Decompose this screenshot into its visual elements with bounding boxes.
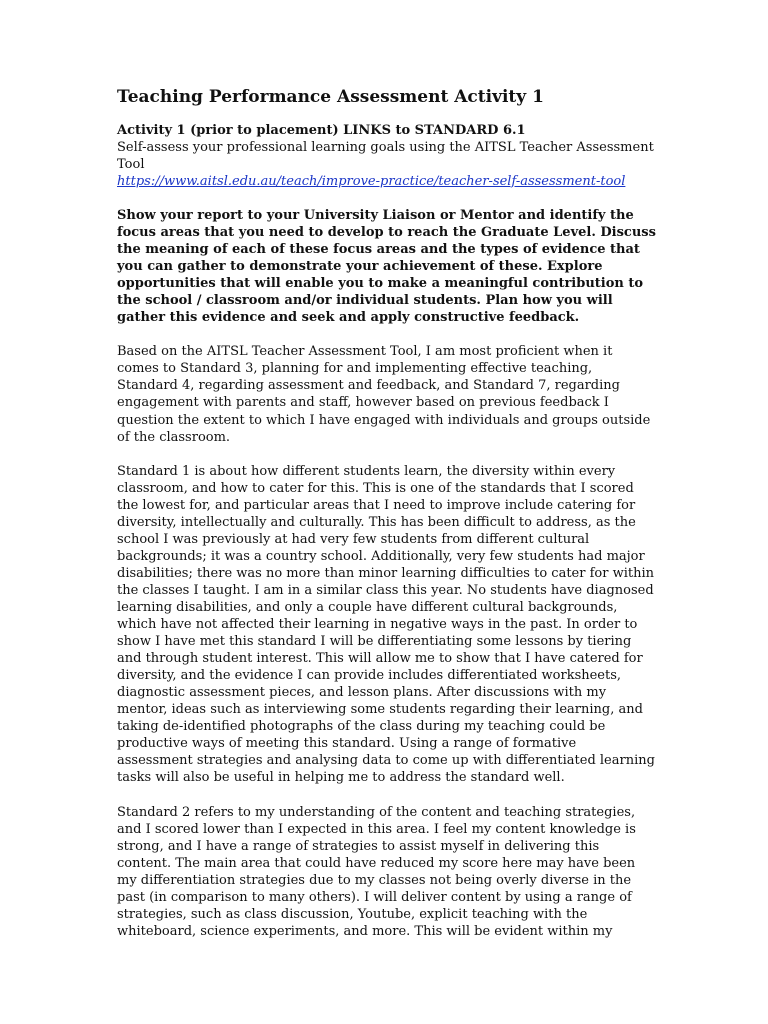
paragraph-standard-2: Standard 2 refers to my understanding of the content and teaching strategies, and I scored lower than I expected in this area. I feel my content knowledge is strong, and I have a range of strategies to assist myself in delivering this content. The main area that could have reduced my score here may have been my differentiation strategies due to my classes not being overly diverse in the past (in comparison to many others). I will deliver content by using a range of strategies, such as class discussion, Youtube, explicit teaching with the whiteboard, science experiments, and more. This will be evident within my <box>117 804 636 939</box>
aitsl-tool-link[interactable]: https://www.aitsl.edu.au/teach/improve-practice/teacher-self-assessment-tool <box>117 174 626 189</box>
paragraph-standard-1: Standard 1 is about how different students learn, the diversity within every classroom, and how to cater for this. This is one of the standards that I scored the lowest for, and particular areas that I need to improve include catering for diversity, intellectually and culturally. This has been difficult to address, as the school I was previously at had very few students from different cultural backgrounds; it was a country school. Additionally, very few students had major disabilities; there was no more than minor learning difficulties to cater for within the classes I taught. I am in a similar class this year. No students have diagnosed learning disabilities, and only a couple have different cultural backgrounds, which have not affected their learning in negative ways in the past. In order to show I have met this standard I will be differentiating some lessons by tiering and through student interest. This will allow me to show that I have catered for diversity, and the evidence I can provide includes differentiated worksheets, diagnostic assessment pieces, and lesson plans. After discussions with my mentor, ideas such as interviewing some students regarding their learning, and taking de-identified photographs of the class during my teaching could be productive ways of meeting this standard. Using a range of formative assessment strategies and analysing data to come up with differentiated learning tasks will also be useful in helping me to address the standard well. <box>117 463 655 786</box>
instructions-paragraph: Show your report to your University Liaison or Mentor and identify the focus areas that you need to develop to reach the Graduate Level. Discuss the meaning of each of these focus areas and the types of evidence that you can gather to demonstrate your achievement of these. Explore opportunities that will enable you to make a meaningful contribution to the school / classroom and/or individual students. Plan how you will gather this evidence and seek and apply constructive feedback. <box>117 208 656 326</box>
activity-heading: Activity 1 (prior to placement) LINKS to STANDARD 6.1 <box>117 123 526 138</box>
paragraph-proficiency: Based on the AITSL Teacher Assessment Tool, I am most proficient when it comes to Standard 3, planning for and implementing effective teaching, Standard 4, regarding assessment and feedback, and Standard 7, regarding engagement with parents and staff, however based on previous feedback I question the extent to which I have engaged with individuals and groups outside of the classroom. <box>117 344 651 445</box>
intro-line: Self-assess your professional learning goals using the AITSL Teacher Assessment Tool <box>117 140 654 172</box>
document-title: Teaching Performance Assessment Activity 1 <box>117 87 544 107</box>
